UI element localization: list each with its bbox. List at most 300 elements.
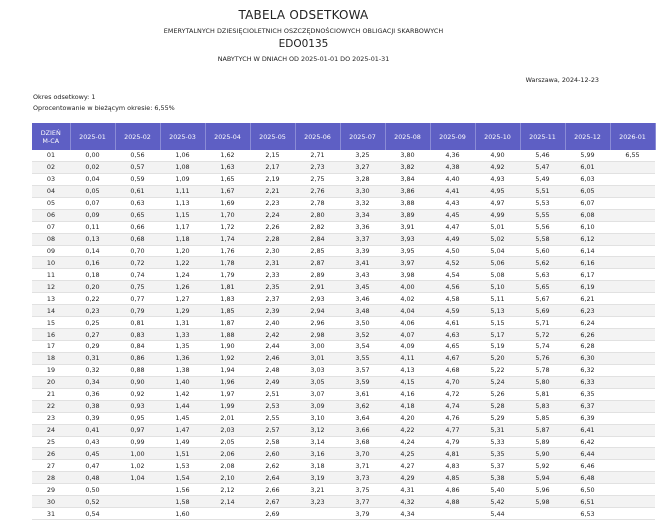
interest-cell [610,317,655,329]
month-column-header: 2025-10 [475,123,520,150]
interest-cell: 2,76 [295,185,340,197]
interest-cell: 6,03 [565,173,610,185]
interest-cell: 5,40 [475,484,520,496]
interest-cell: 1,62 [205,150,250,161]
interest-cell: 3,46 [340,293,385,305]
table-row [32,388,655,400]
interest-cell: 3,43 [340,269,385,281]
interest-cell: 0,99 [115,436,160,448]
interest-cell: 0,77 [115,293,160,305]
interest-cell: 2,60 [250,448,295,460]
month-column-header: 2025-06 [295,123,340,150]
interest-cell: 6,07 [565,197,610,209]
day-cell: 23 [32,412,70,424]
interest-cell: 2,12 [205,484,250,496]
interest-cell: 5,89 [520,436,565,448]
interest-cell: 3,55 [340,352,385,364]
interest-cell: 3,48 [340,305,385,317]
interest-cell: 2,46 [250,352,295,364]
month-column-header: 2025-08 [385,123,430,150]
interest-cell: 0,43 [70,436,115,448]
interest-cell: 4,22 [385,424,430,436]
day-cell: 10 [32,257,70,269]
interest-cell: 1,17 [160,221,205,233]
interest-cell: 4,45 [430,209,475,221]
purchase-range: NABYTYCH W DNIACH OD 2025-01-01 DO 2025-01-31 [217,55,390,63]
table-row [32,400,655,412]
interest-cell: 1,65 [205,173,250,185]
interest-cell: 2,28 [250,233,295,245]
interest-cell: 4,34 [385,508,430,520]
interest-cell: 2,89 [295,269,340,281]
interest-cell: 3,54 [340,341,385,353]
page-subtitle: EMERYTALNYCH DZIESIĘCIOLETNICH OSZCZĘDNOŚCIOWYCH OBLIGACJI SKARBOWYCH [163,27,444,35]
interest-cell: 5,55 [520,209,565,221]
interest-cell: 5,29 [475,412,520,424]
interest-cell: 2,84 [295,233,340,245]
day-cell: 13 [32,293,70,305]
interest-cell: 1,45 [160,412,205,424]
table-row [32,329,655,341]
interest-cell: 4,31 [385,484,430,496]
interest-cell: 1,38 [160,364,205,376]
interest-cell: 1,60 [160,508,205,520]
table-body [32,150,655,520]
day-cell: 22 [32,400,70,412]
interest-cell: 1,13 [160,197,205,209]
table-row [32,484,655,496]
interest-cell: 1,31 [160,317,205,329]
interest-cell: 5,17 [475,329,520,341]
interest-cell: 3,59 [340,376,385,388]
interest-cell: 3,27 [340,161,385,173]
interest-cell: 5,15 [475,317,520,329]
interest-cell: 5,99 [565,150,610,161]
interest-cell: 3,73 [340,472,385,484]
interest-cell: 5,83 [520,400,565,412]
interest-cell: 1,94 [205,364,250,376]
interest-cell: 0,54 [70,508,115,520]
day-cell: 09 [32,245,70,257]
interest-cell: 0,61 [115,185,160,197]
interest-cell: 1,11 [160,185,205,197]
interest-cell: 4,72 [430,388,475,400]
interest-cell [610,412,655,424]
interest-cell: 5,42 [475,496,520,508]
table-row [32,436,655,448]
interest-cell: 4,63 [430,329,475,341]
interest-cell [430,508,475,520]
interest-cell: 1,58 [160,496,205,508]
interest-cell [610,197,655,209]
interest-cell: 0,05 [70,185,115,197]
interest-cell: 6,37 [565,400,610,412]
interest-cell: 6,51 [565,496,610,508]
month-column-header: 2025-05 [250,123,295,150]
interest-cell: 3,19 [295,472,340,484]
interest-cell: 2,37 [250,293,295,305]
interest-cell: 2,08 [205,460,250,472]
interest-cell [610,185,655,197]
interest-cell: 4,25 [385,448,430,460]
interest-cell: 1,33 [160,329,205,341]
interest-cell: 3,37 [340,233,385,245]
interest-cell: 3,84 [385,173,430,185]
interest-cell: 3,61 [340,388,385,400]
interest-cell [610,209,655,221]
interest-cell: 2,30 [250,245,295,257]
interest-cell: 4,67 [430,352,475,364]
interest-cell: 4,70 [430,376,475,388]
place-date: Warszawa, 2024-12-23 [525,76,599,84]
interest-cell: 6,16 [565,257,610,269]
interest-cell: 4,83 [430,460,475,472]
interest-cell: 0,57 [115,161,160,173]
interest-cell: 5,56 [520,221,565,233]
interest-cell: 2,39 [250,305,295,317]
interest-cell: 1,20 [160,245,205,257]
interest-cell: 2,05 [205,436,250,448]
interest-cell: 2,93 [295,293,340,305]
interest-cell: 4,99 [475,209,520,221]
interest-cell: 2,62 [250,460,295,472]
interest-cell: 4,56 [430,281,475,293]
interest-cell: 4,13 [385,364,430,376]
interest-cell: 3,75 [340,484,385,496]
interest-cell [610,484,655,496]
month-column-header: 2026-01 [610,123,655,150]
interest-cell: 6,10 [565,221,610,233]
day-of-month-header [32,123,70,150]
table-row [32,364,655,376]
interest-cell: 3,39 [340,245,385,257]
interest-cell: 4,92 [475,161,520,173]
interest-cell: 0,75 [115,281,160,293]
interest-cell: 2,53 [250,400,295,412]
interest-cell: 2,35 [250,281,295,293]
interest-cell: 1,40 [160,376,205,388]
interest-cell: 3,41 [340,257,385,269]
interest-cell: 1,74 [205,233,250,245]
interest-cell [610,161,655,173]
bond-code: EDO0135 [278,38,329,50]
table-row [32,472,655,484]
interest-cell: 5,90 [520,448,565,460]
interest-cell: 3,34 [340,209,385,221]
month-column-header: 2025-09 [430,123,475,150]
day-cell: 18 [32,352,70,364]
interest-cell: 1,92 [205,352,250,364]
interest-cell: 5,81 [520,388,565,400]
interest-cell: 2,42 [250,329,295,341]
interest-cell: 4,95 [475,185,520,197]
interest-cell: 3,88 [385,197,430,209]
day-header-line1: DZIEŃ [40,128,61,137]
table-row [32,508,655,520]
day-cell: 31 [32,508,70,520]
interest-cell [610,257,655,269]
table-header-row [32,123,655,150]
interest-cell: 1,85 [205,305,250,317]
interest-cell: 1,47 [160,424,205,436]
current-rate: Oprocentowanie w bieżącym okresie: 6,55% [33,104,175,112]
interest-cell: 5,01 [475,221,520,233]
interest-cell [610,233,655,245]
interest-cell: 0,56 [115,150,160,161]
interest-cell: 6,53 [565,508,610,520]
interest-cell: 4,38 [430,161,475,173]
interest-cell: 0,32 [70,364,115,376]
interest-cell: 2,91 [295,281,340,293]
interest-cell: 4,04 [385,305,430,317]
interest-cell: 4,90 [475,150,520,161]
interest-cell: 4,06 [385,317,430,329]
interest-cell: 1,49 [160,436,205,448]
table-row [32,245,655,257]
interest-cell: 4,65 [430,341,475,353]
interest-cell [115,484,160,496]
interest-cell: 4,18 [385,400,430,412]
interest-cell: 5,20 [475,352,520,364]
interest-cell: 2,15 [250,150,295,161]
interest-cell: 0,23 [70,305,115,317]
interest-cell: 5,24 [475,376,520,388]
interest-cell: 3,97 [385,257,430,269]
interest-cell: 0,04 [70,173,115,185]
interest-cell: 6,42 [565,436,610,448]
interest-cell: 3,05 [295,376,340,388]
interest-cell [610,221,655,233]
interest-cell: 1,04 [115,472,160,484]
interest-cell: 1,15 [160,209,205,221]
interest-cell: 4,77 [430,424,475,436]
interest-cell: 5,11 [475,293,520,305]
interest-cell: 5,63 [520,269,565,281]
interest-cell [610,400,655,412]
interest-cell: 4,11 [385,352,430,364]
table-row [32,424,655,436]
month-column-header: 2025-01 [70,123,115,150]
month-column-header: 2025-03 [160,123,205,150]
interest-cell: 0,74 [115,269,160,281]
interest-cell: 1,02 [115,460,160,472]
table-row [32,161,655,173]
interest-cell: 6,44 [565,448,610,460]
interest-cell: 3,62 [340,400,385,412]
interest-cell: 3,57 [340,364,385,376]
interest-cell: 4,36 [430,150,475,161]
table-row [32,305,655,317]
interest-cell: 1,79 [205,269,250,281]
interest-cell: 2,58 [250,436,295,448]
month-column-header: 2025-04 [205,123,250,150]
interest-cell: 1,08 [160,161,205,173]
interest-cell: 1,24 [160,269,205,281]
day-cell: 11 [32,269,70,281]
table-row [32,448,655,460]
interest-cell: 4,02 [385,293,430,305]
interest-cell: 1,97 [205,388,250,400]
interest-cell: 5,94 [520,472,565,484]
interest-cell [610,329,655,341]
interest-cell: 6,17 [565,269,610,281]
interest-cell: 4,50 [430,245,475,257]
interest-period: Okres odsetkowy: 1 [33,93,96,101]
interest-cell [610,508,655,520]
day-cell: 05 [32,197,70,209]
interest-cell: 1,69 [205,197,250,209]
interest-cell [610,245,655,257]
interest-cell: 5,06 [475,257,520,269]
interest-cell: 1,63 [205,161,250,173]
interest-cell: 2,96 [295,317,340,329]
day-cell: 16 [32,329,70,341]
interest-cell: 3,64 [340,412,385,424]
interest-cell: 6,46 [565,460,610,472]
interest-cell: 0,93 [115,400,160,412]
interest-cell: 5,72 [520,329,565,341]
interest-cell: 1,00 [115,448,160,460]
interest-cell: 3,14 [295,436,340,448]
interest-cell [610,436,655,448]
interest-cell: 0,36 [70,388,115,400]
interest-cell: 5,60 [520,245,565,257]
interest-cell [610,376,655,388]
interest-cell: 3,00 [295,341,340,353]
interest-cell: 4,47 [430,221,475,233]
interest-cell: 2,85 [295,245,340,257]
interest-cell: 1,26 [160,281,205,293]
interest-cell: 4,00 [385,281,430,293]
interest-cell: 0,70 [115,245,160,257]
day-cell: 19 [32,364,70,376]
table-row [32,293,655,305]
interest-cell: 2,57 [250,424,295,436]
interest-cell: 4,15 [385,376,430,388]
interest-cell: 6,05 [565,185,610,197]
table-row [32,269,655,281]
day-cell: 25 [32,436,70,448]
interest-cell: 6,32 [565,364,610,376]
interest-cell: 0,13 [70,233,115,245]
interest-cell: 2,78 [295,197,340,209]
day-cell: 15 [32,317,70,329]
interest-cell: 0,68 [115,233,160,245]
interest-cell: 0,45 [70,448,115,460]
interest-cell: 0,72 [115,257,160,269]
interest-cell: 2,82 [295,221,340,233]
interest-cell: 5,49 [520,173,565,185]
interest-cell: 0,66 [115,221,160,233]
interest-cell: 1,88 [205,329,250,341]
table-row [32,150,655,161]
interest-cell: 0,97 [115,424,160,436]
interest-cell: 0,18 [70,269,115,281]
interest-cell: 4,59 [430,305,475,317]
interest-table [32,123,656,520]
day-cell: 07 [32,221,70,233]
interest-cell: 4,86 [430,484,475,496]
interest-cell [610,472,655,484]
interest-cell: 1,87 [205,317,250,329]
interest-cell: 0,38 [70,400,115,412]
interest-cell: 5,51 [520,185,565,197]
interest-cell: 4,61 [430,317,475,329]
day-cell: 01 [32,150,70,161]
day-header-line2: M-CA [42,136,60,145]
interest-cell: 1,72 [205,221,250,233]
interest-cell: 1,06 [160,150,205,161]
interest-cell: 0,00 [70,150,115,161]
interest-cell: 3,77 [340,496,385,508]
table-row [32,173,655,185]
interest-cell: 4,43 [430,197,475,209]
interest-cell: 5,04 [475,245,520,257]
interest-cell: 3,23 [295,496,340,508]
interest-cell: 4,58 [430,293,475,305]
interest-cell: 1,22 [160,257,205,269]
interest-cell: 3,28 [340,173,385,185]
interest-cell: 2,66 [250,484,295,496]
month-column-header: 2025-02 [115,123,160,150]
interest-cell: 1,81 [205,281,250,293]
interest-cell: 0,39 [70,412,115,424]
interest-cell: 5,98 [520,496,565,508]
interest-cell: 0,20 [70,281,115,293]
interest-cell: 2,49 [250,376,295,388]
table-row [32,221,655,233]
day-cell: 17 [32,341,70,353]
interest-cell: 2,64 [250,472,295,484]
interest-cell: 5,28 [475,400,520,412]
day-cell: 06 [32,209,70,221]
interest-cell: 3,07 [295,388,340,400]
interest-cell: 2,19 [250,173,295,185]
interest-cell: 2,14 [205,496,250,508]
day-cell: 08 [32,233,70,245]
interest-cell: 0,92 [115,388,160,400]
interest-cell: 3,25 [340,150,385,161]
interest-cell: 1,09 [160,173,205,185]
interest-cell: 5,65 [520,281,565,293]
table-row [32,281,655,293]
table-row [32,233,655,245]
interest-cell: 6,50 [565,484,610,496]
interest-cell: 0,95 [115,412,160,424]
interest-cell [295,508,340,520]
day-cell: 30 [32,496,70,508]
interest-cell: 4,85 [430,472,475,484]
interest-cell: 4,29 [385,472,430,484]
interest-cell: 4,79 [430,436,475,448]
interest-cell: 3,03 [295,364,340,376]
interest-cell: 2,51 [250,388,295,400]
interest-cell: 0,14 [70,245,115,257]
interest-cell: 0,84 [115,341,160,353]
interest-cell: 5,92 [520,460,565,472]
interest-cell: 5,44 [475,508,520,520]
interest-cell: 0,11 [70,221,115,233]
interest-cell: 1,67 [205,185,250,197]
interest-cell [610,305,655,317]
interest-cell: 6,01 [565,161,610,173]
interest-cell: 6,55 [610,150,655,161]
interest-cell: 5,74 [520,341,565,353]
interest-cell: 1,29 [160,305,205,317]
interest-cell: 5,38 [475,472,520,484]
page-title: TABELA ODSETKOWA [238,8,369,22]
interest-cell: 1,56 [160,484,205,496]
